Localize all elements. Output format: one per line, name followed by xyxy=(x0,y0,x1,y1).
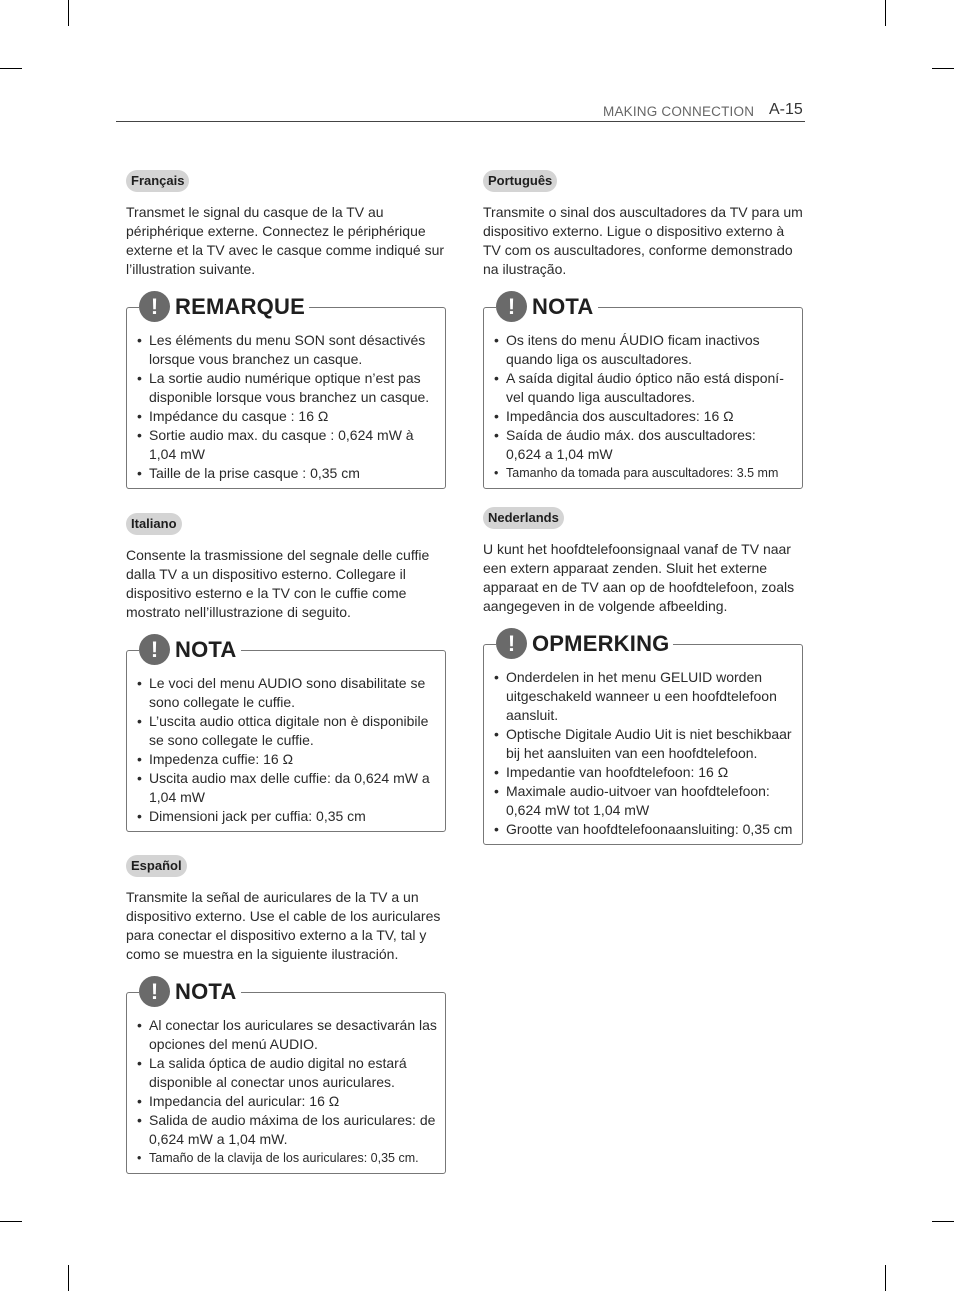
section-francais xyxy=(126,170,448,489)
section-portugues xyxy=(483,170,805,489)
note-title: OPMERKING xyxy=(532,630,670,656)
intro-text: Transmite o sinal dos auscultadores da TV para um dispositivo externo. Ligue o dispositivo externo à TV com os auscultadores, conforme demonstrado na ilustração. xyxy=(483,204,803,277)
exclamation-warning-icon: ! xyxy=(496,628,527,659)
exclamation-warning-icon: ! xyxy=(496,291,527,322)
exclamation-warning-icon: ! xyxy=(139,976,170,1007)
note-box xyxy=(483,630,803,845)
section-nederlands xyxy=(483,507,805,845)
list-item: • Tamaño de la clavija de los auriculares: 0,35 cm. xyxy=(135,1149,437,1168)
list-item: • Sortie audio max. du casque : 0,624 mW à 1,04 mW xyxy=(135,426,437,464)
list-item: • Dimensioni jack per cuffia: 0,35 cm xyxy=(135,807,437,826)
page-number: A-15 xyxy=(769,101,803,118)
list-item: • Taille de la prise casque : 0,35 cm xyxy=(135,464,437,483)
list-item: • Impedenza cuffie: 16 Ω xyxy=(135,750,437,769)
note-list xyxy=(135,331,437,483)
section-italiano xyxy=(126,513,448,832)
note-title: NOTA xyxy=(175,636,237,662)
note-title: NOTA xyxy=(532,293,594,319)
crop-mark xyxy=(68,1265,69,1291)
note-box xyxy=(483,293,803,489)
language-tag: Français xyxy=(126,170,189,192)
note-list xyxy=(135,1016,437,1168)
list-item: • Les éléments du menu SON sont désactivés lorsque vous branchez un casque. xyxy=(135,331,437,369)
list-item: • Onderdelen in het menu GELUID worden uitgeschakeld wanneer u een hoofdtelefoon aansluit. xyxy=(492,668,794,725)
list-item: • Impédance du casque : 16 Ω xyxy=(135,407,437,426)
list-item: • Le voci del menu AUDIO sono disabilitate se sono collegate le cuffie. xyxy=(135,674,437,712)
note-title: REMARQUE xyxy=(175,293,305,319)
note-list xyxy=(135,674,437,826)
list-item: • Salida de audio máxima de los auriculares: de 0,624 mW a 1,04 mW. xyxy=(135,1111,437,1149)
crop-mark xyxy=(932,1221,954,1222)
intro-text: U kunt het hoofdtelefoonsignaal vanaf de TV naar een extern apparaat zenden. Sluit het externe apparaat en de TV aan op de hoofdtelefoon, zoals aangegeven in de volgende afbeelding. xyxy=(483,541,795,614)
list-item: • Al conectar los auriculares se desactivarán las opciones del menú AUDIO. xyxy=(135,1016,437,1054)
note-list xyxy=(492,668,794,839)
header-rule xyxy=(116,121,805,122)
list-item: • Impedancia del auricular: 16 Ω xyxy=(135,1092,437,1111)
crop-mark xyxy=(0,68,22,69)
list-item: • Tamanho da tomada para auscultadores: 3.5 mm xyxy=(492,464,794,483)
section-espanol xyxy=(126,855,448,1174)
exclamation-warning-icon: ! xyxy=(139,291,170,322)
list-item: • Optische Digitale Audio Uit is niet beschikbaar bij het aansluiten van een hoofdtelefoon. xyxy=(492,725,794,763)
list-item: • A saída digital áudio óptico não está disponí-vel quando liga auscultadores. xyxy=(492,369,794,407)
note-header xyxy=(139,976,241,1007)
list-item: • La salida óptica de audio digital no estará disponible al conectar unos auriculares. xyxy=(135,1054,437,1092)
note-list xyxy=(492,331,794,483)
note-box xyxy=(126,293,446,489)
crop-mark xyxy=(68,0,69,26)
note-header xyxy=(496,291,598,322)
list-item: • Saída de áudio máx. dos auscultadores: 0,624 a 1,04 mW xyxy=(492,426,794,464)
running-header-section: MAKING CONNECTION xyxy=(603,104,755,119)
list-item: • Impedância dos auscultadores: 16 Ω xyxy=(492,407,794,426)
intro-text: Consente la trasmissione del segnale delle cuffie dalla TV a un dispositivo esterno. Collegare il dispositivo esterno e la TV con le cuffie come mostrato nell’illustrazione di seguito. xyxy=(126,547,430,620)
language-tag: Español xyxy=(126,855,187,877)
intro-text: Transmite la señal de auriculares de la TV a un dispositivo externo. Use el cable de los auriculares para conectar el dispositivo externo a la TV, tal y como se muestra en la siguiente ilustración. xyxy=(126,889,441,962)
list-item: • La sortie audio numérique optique n’est pas disponible lorsque vous branchez un casque. xyxy=(135,369,437,407)
crop-mark xyxy=(932,68,954,69)
crop-mark xyxy=(885,0,886,26)
list-item: • Maximale audio-uitvoer van hoofdtelefoon: 0,624 mW tot 1,04 mW xyxy=(492,782,794,820)
intro-text: Transmet le signal du casque de la TV au périphérique externe. Connectez le périphérique externe et la TV avec le casque comme indiqué sur l’illustration suivante. xyxy=(126,204,445,277)
note-header xyxy=(496,628,673,659)
list-item: • Uscita audio max delle cuffie: da 0,624 mW a 1,04 mW xyxy=(135,769,437,807)
list-item: • Impedantie van hoofdtelefoon: 16 Ω xyxy=(492,763,794,782)
language-tag: Nederlands xyxy=(483,507,564,529)
crop-mark xyxy=(885,1265,886,1291)
note-box xyxy=(126,978,446,1174)
note-box xyxy=(126,636,446,832)
list-item: • Grootte van hoofdtelefoonaansluiting: 0,35 cm xyxy=(492,820,794,839)
language-tag: Português xyxy=(483,170,557,192)
language-tag: Italiano xyxy=(126,513,182,535)
list-item: • Os itens do menu ÁUDIO ficam inactivos quando liga os auscultadores. xyxy=(492,331,794,369)
note-header xyxy=(139,291,309,322)
list-item: • L’uscita audio ottica digitale non è disponibile se sono collegate le cuffie. xyxy=(135,712,437,750)
note-header xyxy=(139,634,241,665)
crop-mark xyxy=(0,1221,22,1222)
note-title: NOTA xyxy=(175,978,237,1004)
exclamation-warning-icon: ! xyxy=(139,634,170,665)
